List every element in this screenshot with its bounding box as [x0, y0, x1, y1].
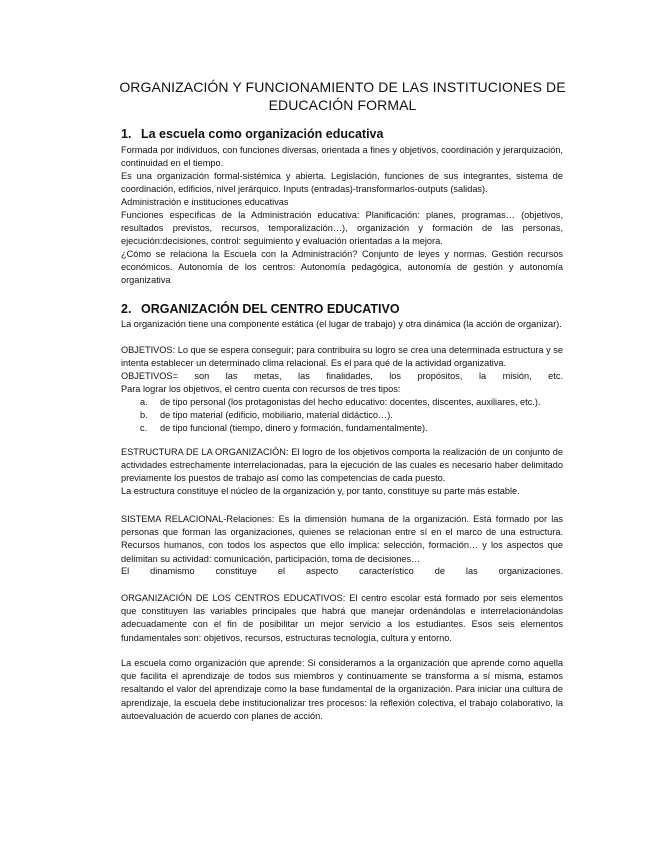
section-1-number: 1. — [121, 127, 132, 141]
section-2-heading-text: ORGANIZACIÓN DEL CENTRO EDUCATIVO — [141, 302, 400, 316]
list-marker: a. — [140, 397, 148, 407]
sistema-relacional-paragraph-2: El dinamismo constituye el aspecto característico de las organizaciones. — [121, 566, 563, 576]
section-2-paragraph-4: Para lograr los objetivos, el centro cuenta con recursos de tres tipos: — [121, 384, 401, 394]
section-1-heading-text: La escuela como organización educativa — [141, 127, 384, 141]
list-marker: c. — [140, 423, 148, 434]
list-marker: b. — [140, 410, 148, 421]
section-1-paragraph-3: Administración e instituciones educativas — [121, 197, 289, 207]
document-title — [100, 78, 585, 114]
list-item-text: de tipo personal (los protagonistas del hecho educativo: docentes, discentes, auxiliares, etc.). — [160, 397, 541, 407]
section-2-number: 2. — [121, 302, 132, 316]
section-1-paragraph-4: Funciones específicas de la Administración educativa: Planificación: planes, programas… (objetivos, resultados previstos, recursos, temporalización…), organización y formación de las personas, ejecución:decisiones, control: seguimiento y evaluación orientadas a la mejora. — [121, 210, 563, 247]
list-item-text: de tipo funcional (tiempo, dinero y formación, fundamentalmente). — [160, 423, 428, 434]
estructura-paragraph: ESTRUCTURA DE LA ORGANIZACIÓN: El logro de los objetivos comporta la realización de un conjunto de actividades estrechamente interrelacionadas, para la ejecución de las cuales es necesario haber delimitado previamente los puestos de trabajo así como las competencias de cada puesto. — [121, 447, 563, 484]
section-2-paragraph-1: La organización tiene una componente estática (el lugar de trabajo) y otra dinámica (la acción de organizar). — [121, 319, 562, 329]
organizacion-aprende-paragraph: La escuela como organización que aprende: Si consideramos a la organización que aprende como aquella que facilita el aprendizaje de todos sus miembros y continuamente se transforma a sí misma, estamos resaltando el valor del aprendizaje como la base fundamental de la organización. Para iniciar una cultura de aprendizaje, la escuela debe institucionalizar tres procesos: la reflexión colectiva, el trabajo colaborativo, la autoevaluación de acuerdo con planes de acción. — [121, 658, 563, 721]
section-1-paragraph-1: Formada por individuos, con funciones diversas, orientada a fines y objetivos, coordinación y jerarquización, continuidad en el tiempo. — [121, 145, 563, 169]
centros-educativos-paragraph: ORGANIZACIÓN DE LOS CENTROS EDUCATIVOS: El centro escolar está formado por seis elementos que constituyen las variables principales que habrá que manejar ordenándolas e interrelacionándolas adecuadamente con el fin de posibilitar un mejor servicio a los estudiantes. Esos seis elementos fundamentales son: objetivos, recursos, estructuras tecnología, cultura y entorno. — [121, 593, 563, 643]
title-line-2: EDUCACIÓN FORMAL — [268, 97, 417, 113]
sistema-relacional-paragraph: SISTEMA RELACIONAL-Relaciones: Es la dimensión humana de la organización. Está formado por las personas que forman las organizaciones, quienes se relacionan entre sí en el marco de una estructura. Recursos humanos, con todos los aspectos que ello implica: selección, formación… y los aspectos que delimitan su actividad: comunicación, participación, toma de decisiones… — [121, 514, 563, 564]
title-line-1: ORGANIZACIÓN Y FUNCIONAMIENTO DE LAS INSTITUCIONES DE — [119, 79, 566, 95]
list-item — [140, 396, 570, 409]
section-2-paragraph-2: OBJETIVOS: Lo que se espera conseguir; para contribuira su logro se crea una determinada estructura y se intenta establecer un determinado clima relacional. Es el para qué de la actividad organizativa. — [121, 345, 563, 369]
section-2-heading — [121, 302, 400, 316]
section-1-paragraph-5: ¿Cómo se relaciona la Escuela con la Administración? Conjunto de leyes y normas. Gestión recursos económicos. Autonomía de los centros: Autonomía pedagógica, autonomía de gestión y autonomía organizativa — [121, 249, 563, 286]
section-2-paragraph-3: OBJETIVOS= son las metas, las finalidades, los propósitos, la misión, etc. — [121, 371, 563, 381]
estructura-paragraph-2: La estructura constituye el núcleo de la organización y, por tanto, constituye su parte más estable. — [121, 486, 520, 496]
section-1-paragraph-2: Es una organización formal-sistémica y abierta. Legislación, funciones de sus integrantes, sistema de coordinación, edificios, nivel jerárquico. Inputs (entradas)-transformarlos-outputs (salidas). — [121, 171, 563, 195]
list-item-text: de tipo material (edificio, mobiliario, material didáctico…). — [160, 410, 393, 421]
section-1-heading — [121, 127, 383, 141]
list-item — [140, 422, 570, 435]
resource-types-list — [140, 396, 570, 436]
list-item — [140, 409, 570, 422]
